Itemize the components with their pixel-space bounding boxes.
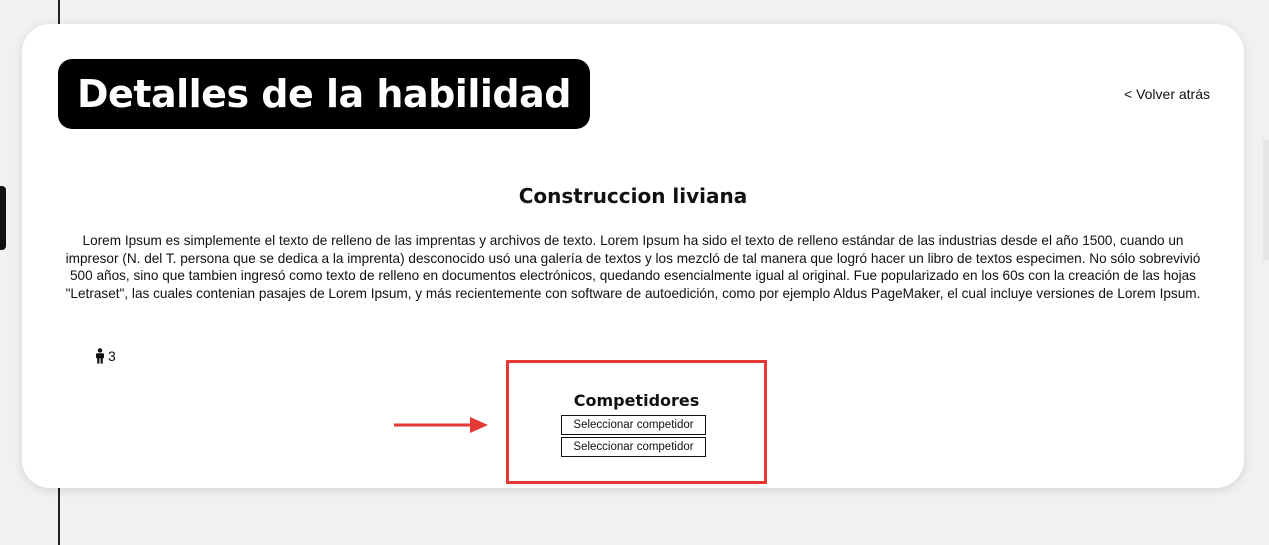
- skill-description: Lorem Ipsum es simplemente el texto de relleno de las imprentas y archivos de texto. Lorem Ipsum ha sido el texto de relleno estándar de las industrias desde el año 1500, cuando un impresor (N. del T. persona que se dedica a la imprenta) desconocido usó una galería de textos y los mezcló de tal manera que logró hacer un libro de textos especimen. No sólo sobrevivió 500 años, sino que tambien ingresó como texto de relleno en documentos electrónicos, quedando esencialmente igual al original. Fue popularizado en los 60s con la creación de las hojas "Letraset", las cuales contenian pasajes de Lorem Ipsum, y más recientemente con software de autoedición, como por ejemplo Aldus PageMaker, el cual incluye versiones de Lorem Ipsum.: [65, 233, 1201, 301]
- skill-name: Construccion liviana: [518, 184, 748, 208]
- side-tab: [0, 186, 6, 250]
- skill-details-card: [22, 24, 1244, 488]
- competitor-select-1[interactable]: Seleccionar competidor: [561, 415, 706, 435]
- right-panel-edge: [1263, 140, 1269, 260]
- back-link[interactable]: < Volver atrás: [1124, 86, 1210, 102]
- competitor-select-2[interactable]: Seleccionar competidor: [561, 437, 706, 457]
- page-title: Detalles de la habilidad: [58, 59, 590, 129]
- participants-count: [94, 348, 116, 364]
- competitors-title: Competidores: [573, 391, 700, 410]
- person-icon: [94, 348, 106, 364]
- competitors-highlight-box: [506, 360, 767, 484]
- participants-count-value: 3: [108, 348, 116, 364]
- arrow-right-icon: [394, 414, 490, 436]
